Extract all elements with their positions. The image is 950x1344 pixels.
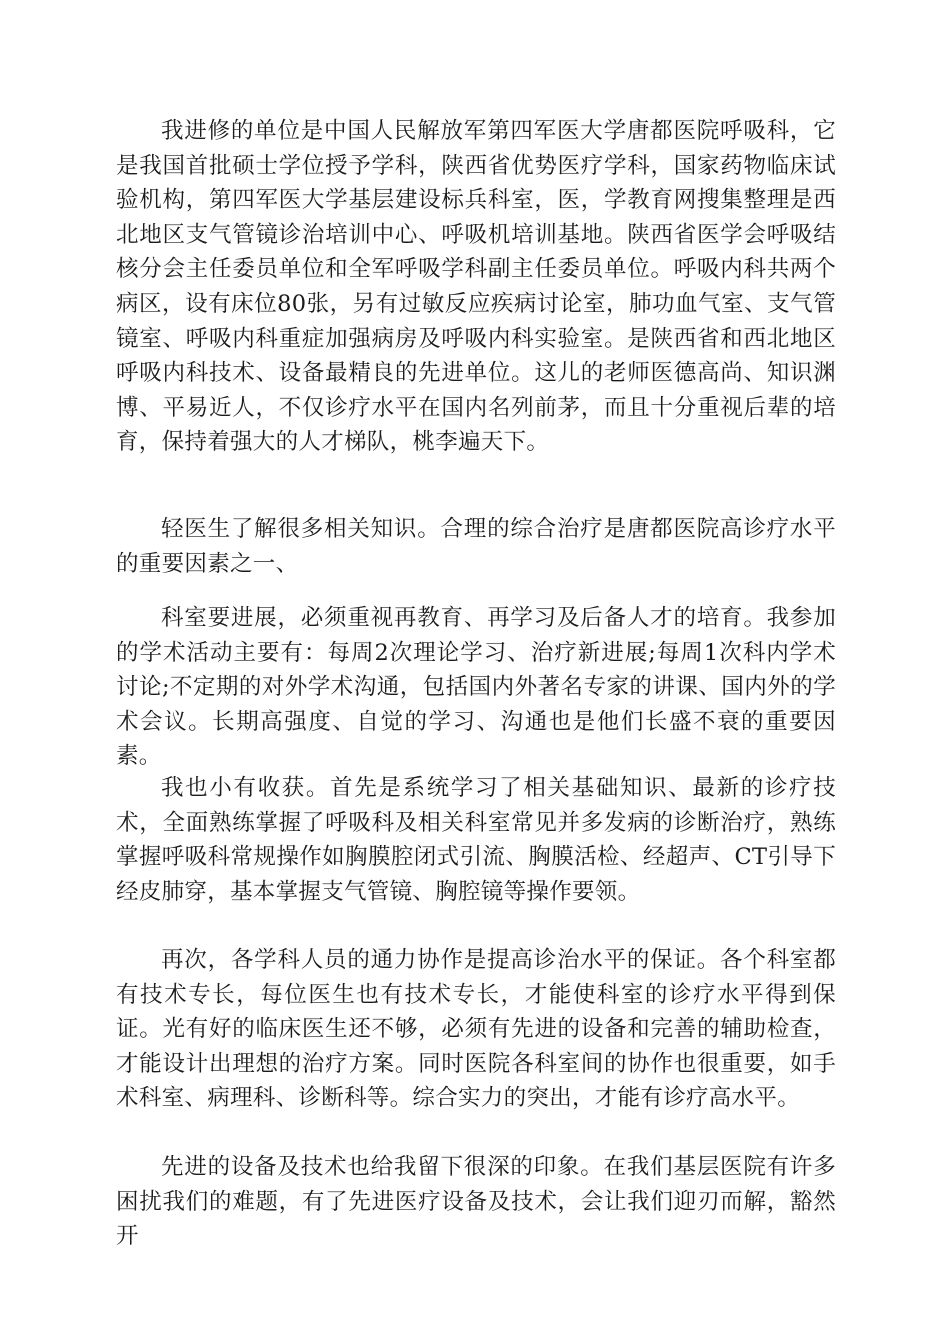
paragraph-personal-gains: 我也小有收获。首先是系统学习了相关基础知识、最新的诊疗技术，全面熟练掌握了呼吸科及相关科室常见并多发病的诊断治疗，熟练掌握呼吸科常规操作如胸膜腔闭式引流、胸膜活检、经超声、CT引导下经皮肺穿，基本掌握支气管镜、胸腔镜等操作要领。 <box>116 775 836 905</box>
paragraph-training-unit: 我进修的单位是中国人民解放军第四军医大学唐都医院呼吸科，它是我国首批硕士学位授予学科，陕西省优势医疗学科，国家药物临床试验机构，第四军医大学基层建设标兵科室，医，学教育网搜集整理是西北地区支气管镜诊治培训中心、呼吸机培训基地。陕西省医学会呼吸结核分会主任委员单位和全军呼吸学科副主任委员单位。呼吸内科共两个病区，设有床位80张，另有过敏反应疾病讨论室，肺功血气室、支气管镜室、呼吸内科重症加强病房及呼吸内科实验室。是陕西省和西北地区呼吸内科技术、设备最精良的先进单位。这儿的老师医德高尚、知识渊博、平易近人，不仅诊疗水平在国内名列前茅，而且十分重视后辈的培育，保持着强大的人才梯队，桃李遍天下。 <box>116 118 836 456</box>
paragraph-comprehensive-treatment: 轻医生了解很多相关知识。合理的综合治疗是唐都医院高诊疗水平的重要因素之一、 <box>116 516 836 577</box>
paragraph-academic-activities: 科室要进展，必须重视再教育、再学习及后备人才的培育。我参加的学术活动主要有：每周2次理论学习、治疗新进展;每周1次科内学术讨论;不定期的对外学术沟通，包括国内外著名专家的讲课、国内外的学术会议。长期高强度、自觉的学习、沟通也是他们长盛不衰的重要因素。 <box>116 605 836 770</box>
paragraph-collaboration: 再次，各学科人员的通力协作是提高诊治水平的保证。各个科室都有技术专长，每位医生也有技术专长，才能使科室的诊疗水平得到保证。光有好的临床医生还不够，必须有先进的设备和完善的辅助检查，才能设计出理想的治疗方案。同时医院各科室间的协作也很重要，如手术科室、病理科、诊断科等。综合实力的突出，才能有诊疗高水平。 <box>116 947 836 1112</box>
paragraph-equipment: 先进的设备及技术也给我留下很深的印象。在我们基层医院有许多困扰我们的难题，有了先进医疗设备及技术，会让我们迎刃而解，豁然开 <box>116 1154 836 1250</box>
